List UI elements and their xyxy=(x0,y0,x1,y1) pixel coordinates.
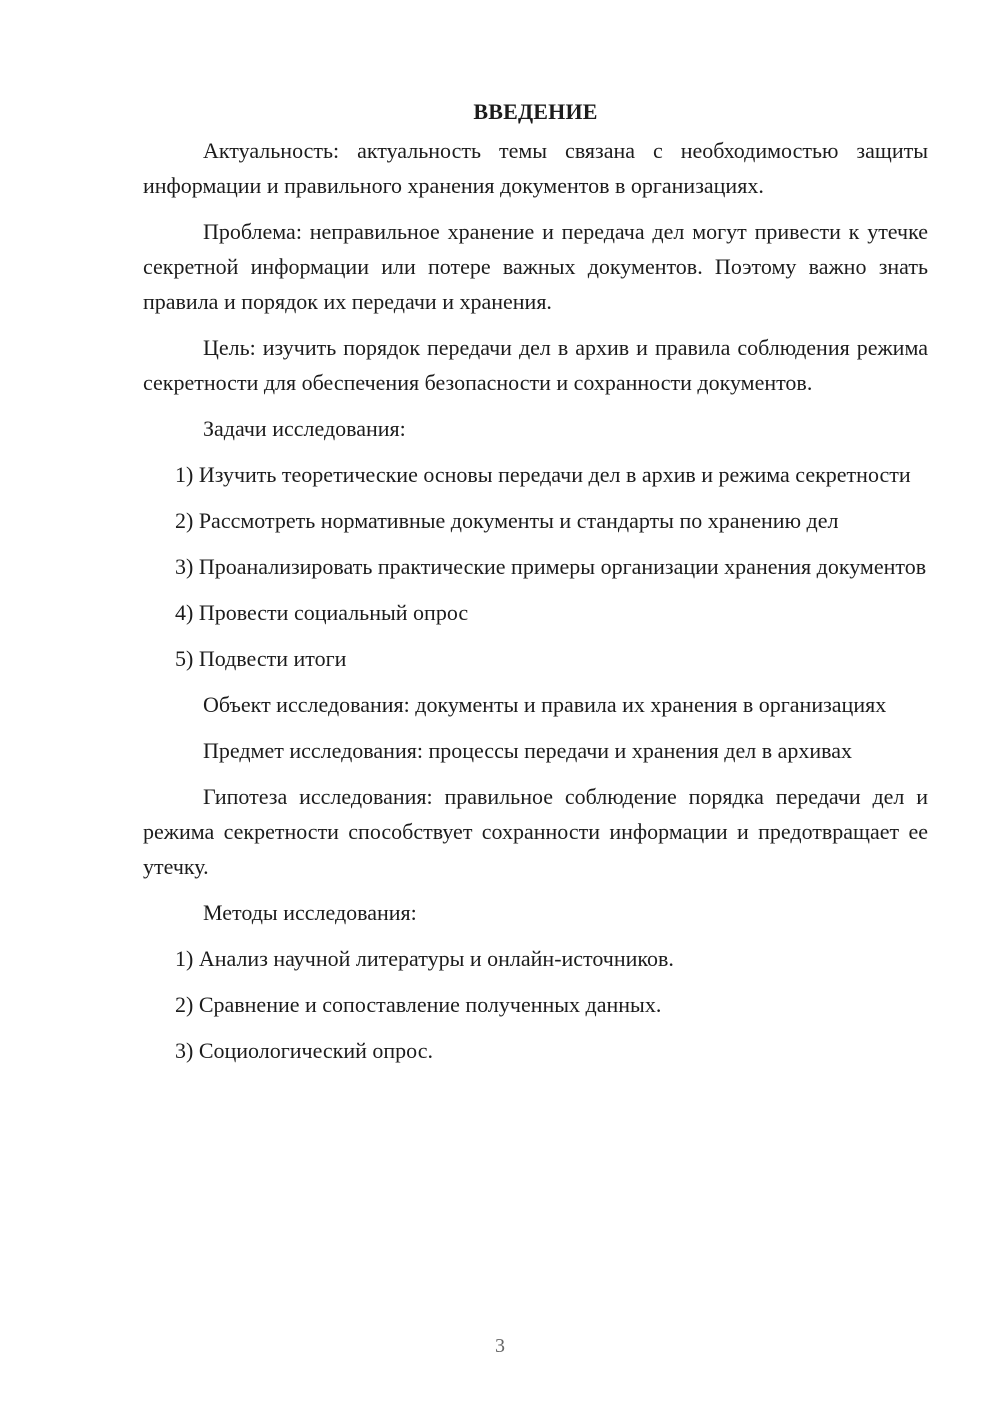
goal-paragraph: Цель: изучить порядок передачи дел в архив и правила соблюдения режима секретности для обеспечения безопасности и сохранности документов. xyxy=(143,335,928,395)
method-item: 1) Анализ научной литературы и онлайн-источников. xyxy=(175,946,674,971)
object-paragraph: Объект исследования: документы и правила их хранения в организациях xyxy=(203,692,887,717)
tasks-heading: Задачи исследования: xyxy=(203,416,406,441)
subject-paragraph: Предмет исследования: процессы передачи и хранения дел в архивах xyxy=(203,738,853,763)
section-title: ВВЕДЕНИЕ xyxy=(473,99,598,124)
method-item: 2) Сравнение и сопоставление полученных данных. xyxy=(175,992,662,1017)
task-item: 1) Изучить теоретические основы передачи дел в архив и режима секретности xyxy=(175,462,911,487)
task-item: 3) Проанализировать практические примеры организации хранения документов xyxy=(175,554,927,579)
hypothesis-paragraph: Гипотеза исследования: правильное соблюдение порядка передачи дел и режима секретности способствует сохранности информации и предотвращает ее утечку. xyxy=(143,784,928,879)
task-item: 2) Рассмотреть нормативные документы и стандарты по хранению дел xyxy=(175,508,839,533)
method-item: 3) Социологический опрос. xyxy=(175,1038,433,1063)
methods-heading: Методы исследования: xyxy=(203,900,417,925)
task-item: 5) Подвести итоги xyxy=(175,646,347,671)
task-item: 4) Провести социальный опрос xyxy=(175,600,469,625)
page-content xyxy=(143,94,928,1079)
problem-paragraph: Проблема: неправильное хранение и передача дел могут привести к утечке секретной информации или потере важных документов. Поэтому важно знать правила и порядок их передачи и хранения. xyxy=(143,219,928,314)
page-number: 3 xyxy=(495,1335,505,1357)
relevance-paragraph: Актуальность: актуальность темы связана с необходимостью защиты информации и правильного хранения документов в организациях. xyxy=(143,138,928,198)
